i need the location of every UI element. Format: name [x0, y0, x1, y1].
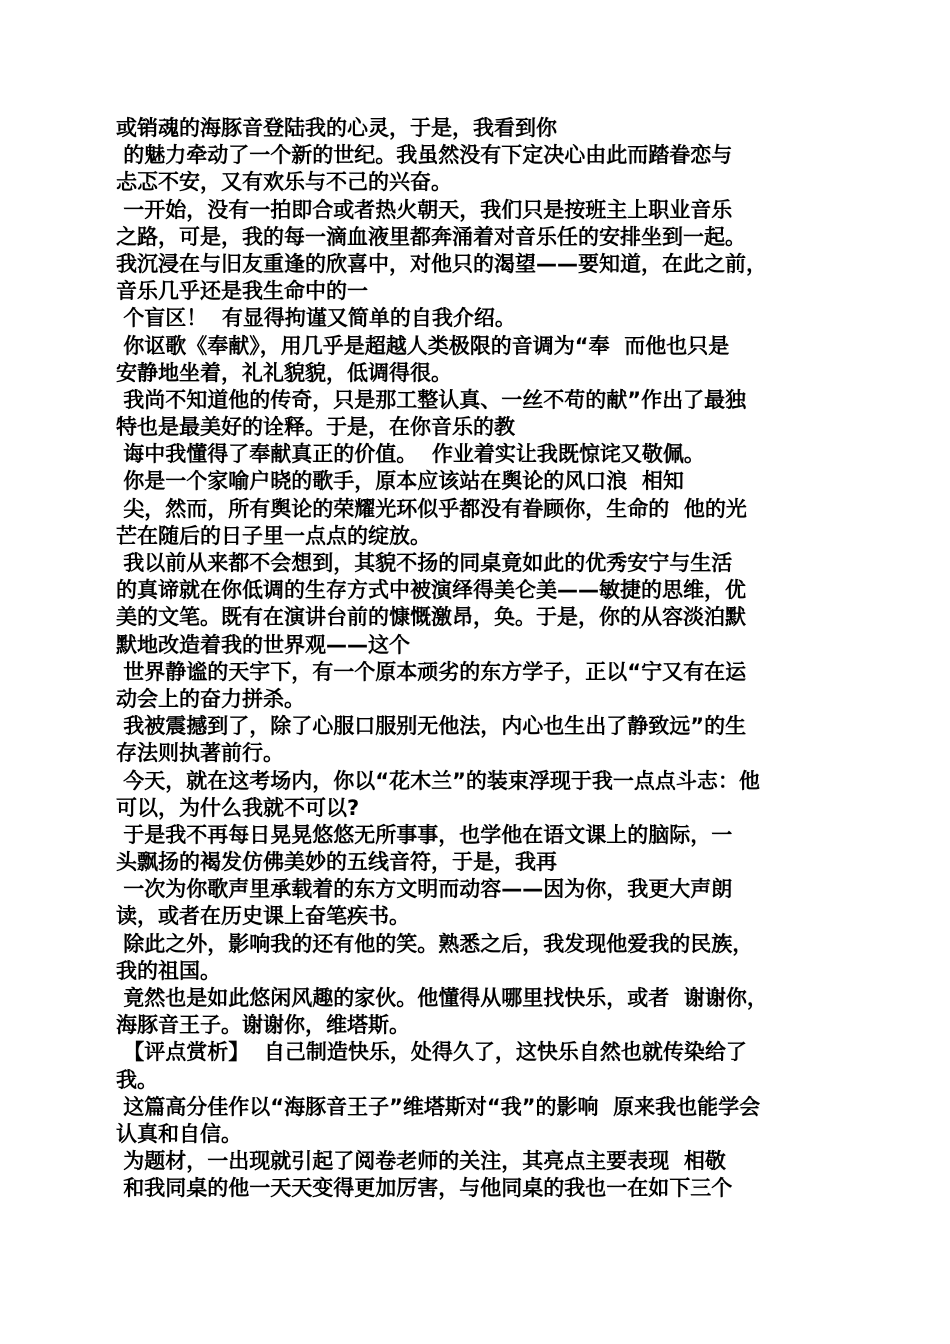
text-line: 存法则执著前行。 [116, 741, 284, 766]
text-line: 海豚音王子。谢谢你，维塔斯。 [116, 1013, 410, 1038]
text-line: 芒在随后的日子里一点点的绽放。 [116, 523, 431, 548]
text-line: 竟然也是如此悠闲风趣的家伙。他懂得从哪里找快乐，或者 谢谢你， [116, 986, 768, 1010]
text-line: 我沉浸在与旧友重逢的欣喜中，对他只的渴望——要知道，在此之前， [116, 251, 767, 276]
text-line: 忐忑不安，又有欢乐与不己的兴奋。 [116, 170, 452, 195]
text-line: 安静地坐着，礼礼貌貌，低调得很。 [116, 360, 452, 385]
text-line: 你是一个家喻户晓的歌手，原本应该站在舆论的风口浪 相知 [116, 469, 684, 494]
text-line: 我被震撼到了，除了心服口服别无他法，内心也生出了静致远”的生 [116, 714, 747, 739]
text-line: 音乐几乎还是我生命中的一 [116, 279, 368, 304]
text-line: 诲中我懂得了奉献真正的价值。 作业着实让我既惊诧又敬佩。 [116, 442, 705, 467]
text-line: 我的祖国。 [116, 958, 221, 983]
text-line: 头飘扬的褐发仿佛美妙的五线音符，于是，我再 [116, 850, 557, 875]
text-line: 一开始，没有一拍即合或者热火朝天，我们只是按班主上职业音乐 [116, 197, 733, 222]
text-line: 动会上的奋力拼杀。 [116, 686, 305, 711]
text-line: 读，或者在历史课上奋笔疾书。 [116, 904, 410, 929]
text-line: 除此之外，影响我的还有他的笑。熟悉之后，我发现他爱我的民族， [116, 931, 754, 956]
text-line: 尖，然而，所有舆论的荣耀光环似乎都没有眷顾你，生命的 他的光 [116, 496, 747, 521]
text-line: 为题材，一出现就引起了阅卷老师的关注，其亮点主要表现 相敬 [116, 1149, 726, 1174]
text-line: 一次为你歌声里承载着的东方文明而动容——因为你，我更大声朗 [116, 877, 733, 902]
text-line: 【评点赏析】 自己制造快乐，处得久了，这快乐自然也就传染给了 [116, 1040, 747, 1065]
text-line: 这篇高分佳作以“海豚音王子”维塔斯对“我”的影响 原来我也能学会 [116, 1094, 761, 1119]
text-line: 认真和自信。 [116, 1121, 242, 1146]
text-line: 今天，就在这考场内，你以“花木兰”的装束浮现于我一点点斗志：他 [116, 768, 760, 793]
text-line: 的魅力牵动了一个新的世纪。我虽然没有下定决心由此而踏眷恋与 [116, 143, 733, 168]
text-line: 和我同桌的他一天天变得更加厉害，与他同桌的我也一在如下三个 [116, 1176, 733, 1201]
text-line: 你讴歌《奉献》，用几乎是超越人类极限的音调为“奉 而他也只是 [116, 333, 730, 358]
essay-text-block [116, 115, 856, 1203]
text-line: 美的文笔。既有在演讲台前的慷慨激昂，奂。于是，你的从容淡泊默 [116, 605, 746, 630]
text-line: 于是我不再每日晃晃悠悠无所事事，也学他在语文课上的脑际，一 [116, 822, 733, 847]
text-line: 世界静谧的天宇下，有一个原本顽劣的东方学子，正以“宁又有在运 [116, 659, 747, 684]
text-line: 之路，可是，我的每一滴血液里都奔涌着对音乐任的安排坐到一起。 [116, 224, 746, 249]
text-line: 我。 [116, 1067, 158, 1092]
text-line: 默地改造着我的世界观——这个 [116, 632, 410, 657]
text-line: 的真谛就在你低调的生存方式中被演绎得美仑美——敏捷的思维，优 [116, 578, 746, 603]
text-line: 我以前从来都不会想到，其貌不扬的同桌竟如此的优秀安宁与生活 [116, 551, 733, 575]
text-line: 特也是最美好的诠释。于是，在你音乐的教 [116, 415, 515, 440]
text-line: 我尚不知道他的传奇，只是那工整认真、一丝不苟的献”作出了最独 [116, 387, 747, 412]
text-line: 或销魂的海豚音登陆我的心灵，于是，我看到你 [116, 116, 557, 140]
text-line: 可以，为什么我就不可以? [116, 795, 360, 820]
text-line: 个盲区！ 有显得拘谨又简单的自我介绍。 [116, 306, 516, 331]
